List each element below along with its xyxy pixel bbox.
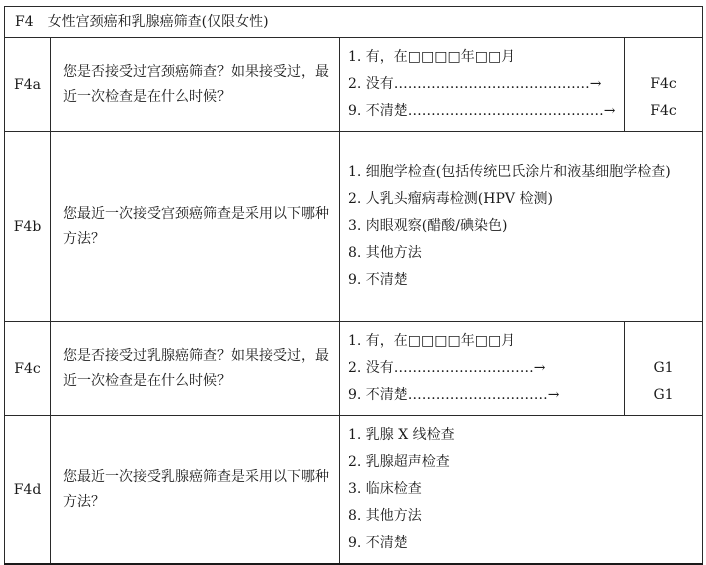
survey-table bbox=[4, 6, 703, 565]
question-row-f4d bbox=[5, 416, 703, 565]
question-row-f4a bbox=[5, 38, 703, 132]
option-item: 1. 乳腺 X 线检查 bbox=[348, 427, 455, 443]
option-item: 9. 不清楚…………………………→ bbox=[348, 387, 560, 403]
question-row-f4b bbox=[5, 132, 703, 322]
option-item: 3. 肉眼观察(醋酸/碘染色) bbox=[348, 218, 508, 234]
option-item: 1. 细胞学检查(包括传统巴氏涂片和液基细胞学检查) bbox=[348, 164, 671, 180]
option-item: 2. 人乳头瘤病毒检测(HPV 检测) bbox=[348, 191, 553, 207]
option-item: 9. 不清楚……………………………………→ bbox=[348, 103, 616, 119]
options-cell bbox=[340, 38, 625, 132]
option-item: 3. 临床检查 bbox=[348, 481, 422, 497]
option-item: 8. 其他方法 bbox=[348, 508, 422, 524]
question-code: F4d bbox=[5, 416, 51, 565]
skip-target: G1 bbox=[653, 387, 674, 403]
skip-target: F4c bbox=[650, 76, 677, 92]
skip-target bbox=[625, 328, 702, 355]
question-row-f4c bbox=[5, 322, 703, 416]
question-code: F4a bbox=[5, 38, 51, 132]
skip-target: F4c bbox=[650, 103, 677, 119]
question-code: F4b bbox=[5, 132, 51, 322]
option-item: 1. 有，在□□□□年□□月 bbox=[348, 49, 516, 65]
question-text: 您最近一次接受乳腺癌筛查是采用以下哪种方法？ bbox=[51, 416, 340, 565]
option-item: 2. 没有……………………………………→ bbox=[348, 76, 602, 92]
option-item: 1. 有，在□□□□年□□月 bbox=[348, 333, 516, 349]
options-cell bbox=[340, 322, 625, 416]
question-text: 您是否接受过乳腺癌筛查？如果接受过，最近一次检查是在什么时候？ bbox=[51, 322, 340, 416]
option-item: 9. 不清楚 bbox=[348, 535, 408, 551]
question-code: F4c bbox=[5, 322, 51, 416]
option-item: 8. 其他方法 bbox=[348, 245, 422, 261]
section-header-row bbox=[5, 7, 703, 38]
section-title: 女性宫颈癌和乳腺癌筛查(仅限女性) bbox=[47, 14, 269, 30]
question-text: 您是否接受过宫颈癌筛查？如果接受过，最近一次检查是在什么时候？ bbox=[51, 38, 340, 132]
section-code: F4 bbox=[15, 14, 34, 30]
question-text: 您最近一次接受宫颈癌筛查是采用以下哪种方法？ bbox=[51, 132, 340, 322]
skip-target: G1 bbox=[653, 360, 674, 376]
skip-cell bbox=[625, 322, 703, 416]
options-cell bbox=[340, 416, 703, 565]
option-item: 9. 不清楚 bbox=[348, 272, 408, 288]
section-header bbox=[5, 7, 703, 38]
option-item: 2. 没有…………………………→ bbox=[348, 360, 546, 376]
options-cell bbox=[340, 132, 703, 322]
option-item: 2. 乳腺超声检查 bbox=[348, 454, 450, 470]
skip-target bbox=[625, 44, 702, 71]
skip-cell bbox=[625, 38, 703, 132]
